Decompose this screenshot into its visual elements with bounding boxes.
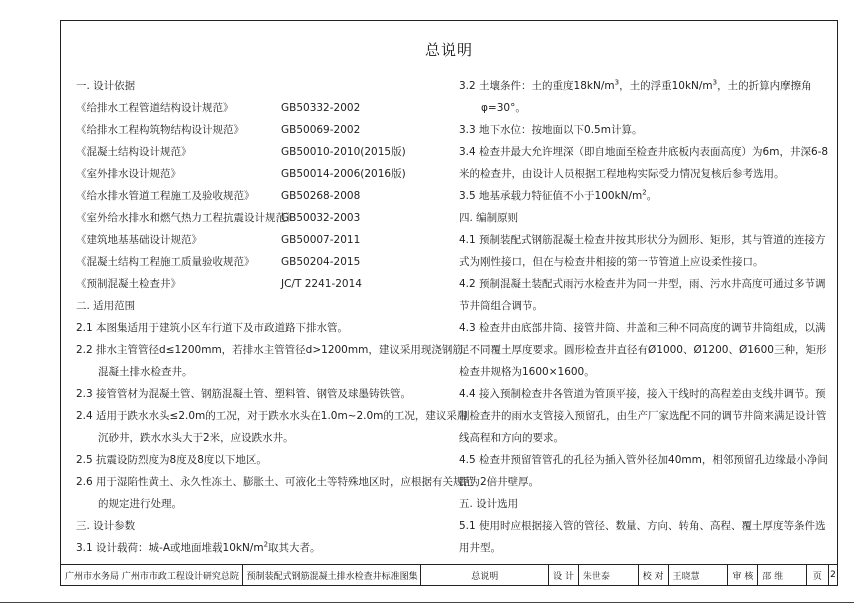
left-line-text: 二. 适用范围	[76, 300, 136, 312]
design-load-line-prefix: 3.1 设计载荷：城-A或地面堆载10kN/m	[76, 542, 264, 554]
left-line-text: 《室外排水设计规范》	[76, 168, 181, 180]
right-line-text: 节井筒组合调节。	[459, 300, 543, 312]
left-line	[76, 141, 456, 163]
right-line	[459, 471, 829, 493]
bearing-capacity-line-sup: 2	[642, 188, 647, 197]
right-line	[459, 295, 829, 317]
left-line	[76, 427, 456, 449]
soil-condition-line-prefix: 3.2 土壤条件：土的重度18kN/m	[459, 80, 615, 92]
soil-condition-line-sup1: 3	[614, 78, 620, 87]
left-line	[76, 339, 463, 361]
left-line-text: 一. 设计依据	[76, 80, 136, 92]
left-line-text: 2.2 排水主管管径d≤1200mm，若排水主管管径d>1200mm，建议采用现浇钢筋	[76, 344, 463, 356]
right-line-text: 式为刚性接口，但在与检查井相接的第一节管道上应设柔性接口。	[459, 256, 764, 268]
standard-code: GB50332-2002	[281, 102, 361, 114]
left-line-text: 2.6 用于湿陷性黄土、永久性冻土、膨胀土、可液化土等特殊地区时，应根据有关规范	[76, 476, 475, 488]
left-line	[76, 75, 456, 97]
right-line	[459, 405, 829, 427]
right-line-text: 五. 设计选用	[459, 498, 519, 510]
standard-code: GB50032-2003	[281, 212, 361, 224]
right-line	[459, 537, 829, 559]
left-line-text: 2.5 抗震设防烈度为8度及8度以下地区。	[76, 454, 267, 466]
right-line	[459, 515, 829, 537]
right-line-text: 4.5 检查井预留管管孔的孔径为插入管外径加40mm，相邻预留孔边缘最小净间	[459, 454, 828, 466]
left-line-text: 《预制混凝土检查井》	[76, 278, 181, 290]
right-line	[459, 97, 829, 119]
soil-condition-line-suffix: ，土的折算内摩擦角	[717, 80, 812, 92]
left-line	[76, 251, 456, 273]
right-line-text: 线高程和方向的要求。	[459, 432, 564, 444]
design-load-line-sup: 2	[263, 540, 269, 549]
right-line-text: 3.3 地下水位：按地面以下0.5m计算。	[459, 124, 643, 136]
right-line-text: 米的检查井，由设计人员根据工程地构实际受力情况复核后参考选用。	[459, 168, 785, 180]
right-column	[459, 75, 829, 559]
check-label: 校 对	[639, 565, 669, 585]
right-line	[459, 427, 829, 449]
drawing-sheet	[60, 20, 838, 586]
left-line	[76, 449, 456, 471]
right-line-text: 足不同覆土厚度要求。圆形检查井直径有Ø1000、Ø1200、Ø1600三种，矩形	[459, 344, 827, 356]
left-line-text: 混凝土排水检查井。	[98, 366, 193, 378]
left-line	[76, 383, 456, 405]
right-line	[459, 229, 829, 251]
left-line	[76, 207, 456, 229]
right-line	[459, 361, 829, 383]
right-line-text: φ=30°。	[481, 102, 526, 114]
standard-code: GB50069-2002	[281, 124, 361, 136]
left-line	[76, 317, 456, 339]
right-line-text: 4.1 预制装配式钢筋混凝土检查井按其形状分为圆形、矩形，其与管道的连接方	[459, 234, 826, 246]
right-line	[459, 207, 829, 229]
left-line	[76, 471, 475, 493]
left-line-text: 的规定进行处理。	[98, 498, 182, 510]
left-line	[76, 163, 456, 185]
design-signature: 朱世泰	[579, 565, 639, 585]
right-line-text: 4.2 预制混凝土装配式雨污水检查井为同一井型，雨、污水井高度可通过多节调	[459, 278, 826, 290]
right-line-text: 3.4 检查井最大允许埋深（即自地面至检查井底板内表面高度）为6m，井深6-8	[459, 146, 829, 158]
review-label: 审 核	[728, 565, 758, 585]
standard-code: JC/T 2241-2014	[281, 278, 362, 290]
standard-code: GB50010-2010(2015版)	[281, 146, 406, 158]
soil-condition-line-middle: ，土的浮重10kN/m	[619, 80, 713, 92]
left-line-text: 《给水排水管道工程施工及验收规范》	[76, 190, 255, 202]
check-signature: 王晓慧	[669, 565, 729, 585]
right-line-text: 5.1 使用时应根据接入管的管径、数量、方向、转角、高程、覆土厚度等条件选	[459, 520, 826, 532]
design-label: 设 计	[549, 565, 579, 585]
left-line	[76, 515, 456, 537]
right-line-text: 用井型。	[459, 542, 501, 554]
title-block-org: 广州市水务局 广州市市政工程设计研究总院	[61, 565, 243, 585]
left-line	[76, 361, 456, 383]
right-line	[459, 383, 829, 405]
left-line-text: 2.1 本图集适用于建筑小区车行道下及市政道路下排水管。	[76, 322, 349, 334]
design-load-line-suffix: 取其大者。	[268, 542, 321, 554]
left-line-text: 2.4 适用于跌水水头≤2.0m的工况，对于跌水水头在1.0m~2.0m的工况，建议采用	[76, 410, 468, 422]
bearing-capacity-line	[459, 185, 829, 207]
left-line	[76, 405, 468, 427]
left-line	[76, 119, 456, 141]
right-line	[459, 163, 829, 185]
page-number: 2	[830, 570, 836, 580]
soil-condition-line	[459, 75, 829, 97]
title-block	[61, 564, 837, 585]
standard-code: GB50007-2011	[281, 234, 361, 246]
left-line-text: 2.3 接管管材为混凝土管、钢筋混凝土管、塑料管、钢管及球墨铸铁管。	[76, 388, 412, 400]
bearing-capacity-line-prefix: 3.5 地基承载力特征值不小于100kN/m	[459, 190, 643, 202]
left-line	[76, 493, 456, 515]
left-line	[76, 273, 456, 295]
right-line	[459, 339, 829, 361]
page-label: 页	[807, 565, 829, 585]
left-line	[76, 185, 456, 207]
right-line-text: 检查井规格为1600×1600。	[459, 366, 595, 378]
left-line-text: 《混凝土结构设计规范》	[76, 146, 192, 158]
left-line-text: 《建筑地基基础设计规范》	[76, 234, 202, 246]
left-line-text: 《给排水工程管道结构设计规范》	[76, 102, 234, 114]
design-load-line	[76, 537, 456, 559]
review-signature: 邵 维	[758, 565, 807, 585]
right-line-text: 距为2倍井壁厚。	[459, 476, 540, 488]
left-line	[76, 229, 456, 251]
right-line	[459, 449, 829, 471]
left-line-text: 沉砂井，跌水水头大于2米，应设跌水井。	[98, 432, 294, 444]
right-line	[459, 251, 829, 273]
right-line	[459, 493, 829, 515]
standard-code: GB50204-2015	[281, 256, 361, 268]
left-column	[76, 75, 475, 559]
soil-condition-line-sup2: 3	[712, 78, 718, 87]
title-block-sheet: 总说明	[421, 565, 549, 585]
left-line-text: 三. 设计参数	[76, 520, 136, 532]
right-line	[459, 141, 829, 163]
right-line	[459, 317, 829, 339]
page-title: 总说明	[424, 41, 473, 59]
left-line	[76, 97, 456, 119]
right-line-text: 4.3 检查井由底部井筒、接管井筒、井盖和三种不同高度的调节井筒组成，以满	[459, 322, 826, 334]
title-block-atlas: 预制装配式钢筋混凝土排水检查井标准图集	[243, 565, 422, 585]
standard-code: GB50014-2006(2016版)	[281, 168, 406, 180]
right-line-text: 4.4 接入预制检查井各管道为管顶平接，接入干线时的高程差由支线井调节。预	[459, 388, 826, 400]
right-line	[459, 119, 829, 141]
left-line	[76, 295, 456, 317]
right-line-text: 四. 编制原则	[459, 212, 519, 224]
right-line-text: 制检查井的雨水支管接入预留孔，由生产厂家选配不同的调节井筒来满足设计管	[459, 410, 827, 422]
bearing-capacity-line-suffix: 。	[646, 190, 658, 202]
standard-code: GB50268-2008	[281, 190, 361, 202]
bottom-rule	[0, 602, 854, 603]
left-line-text: 《室外给水排水和燃气热力工程抗震设计规范》	[76, 212, 297, 224]
left-line-text: 《混凝土结构工程施工质量验收规范》	[76, 256, 255, 268]
right-line	[459, 273, 829, 295]
left-line-text: 《给排水工程构筑物结构设计规范》	[76, 124, 244, 136]
